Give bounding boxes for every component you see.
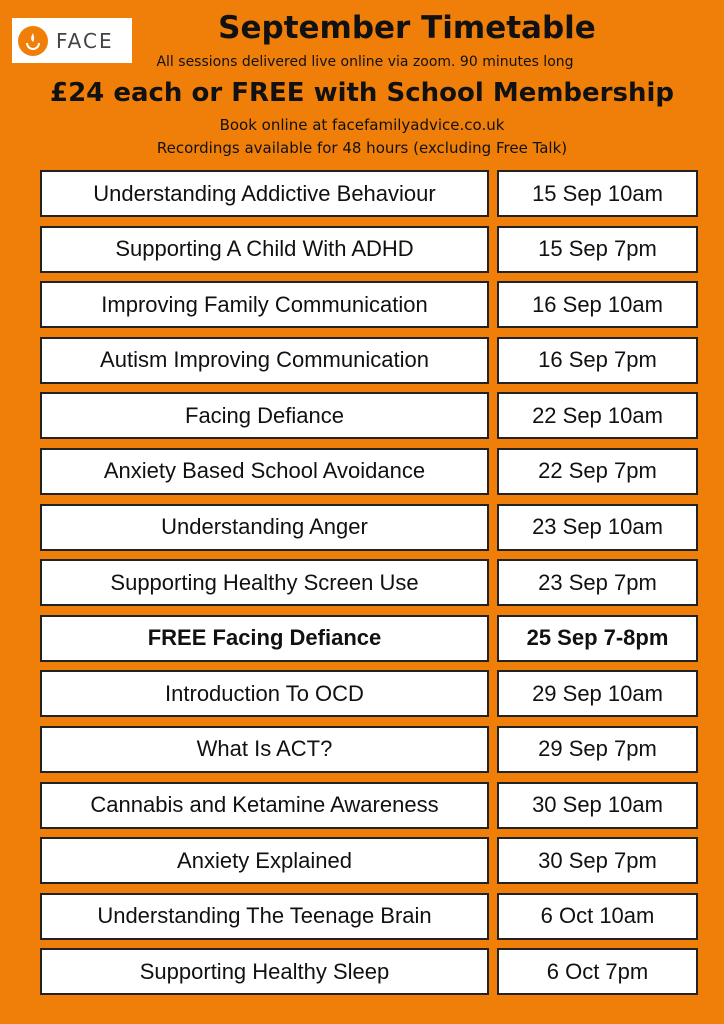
timetable-row bbox=[40, 670, 698, 717]
session-title: Autism Improving Communication bbox=[40, 337, 489, 384]
session-title: Facing Defiance bbox=[40, 392, 489, 439]
timetable-row bbox=[40, 337, 698, 384]
session-title: Introduction To OCD bbox=[40, 670, 489, 717]
session-date: 25 Sep 7-8pm bbox=[497, 615, 698, 662]
session-date: 29 Sep 10am bbox=[497, 670, 698, 717]
timetable-row bbox=[40, 893, 698, 940]
session-date: 6 Oct 10am bbox=[497, 893, 698, 940]
session-date: 22 Sep 7pm bbox=[497, 448, 698, 495]
session-title: Improving Family Communication bbox=[40, 281, 489, 328]
session-title: Anxiety Explained bbox=[40, 837, 489, 884]
timetable-row bbox=[40, 782, 698, 829]
session-date: 23 Sep 7pm bbox=[497, 559, 698, 606]
timetable bbox=[40, 170, 698, 1004]
timetable-row bbox=[40, 837, 698, 884]
session-title: Anxiety Based School Avoidance bbox=[40, 448, 489, 495]
price-info: £24 each or FREE with School Membership bbox=[50, 78, 674, 108]
session-date: 30 Sep 7pm bbox=[497, 837, 698, 884]
session-title: Understanding The Teenage Brain bbox=[40, 893, 489, 940]
timetable-row bbox=[40, 615, 698, 662]
timetable-row bbox=[40, 226, 698, 273]
session-title: Understanding Anger bbox=[40, 504, 489, 551]
face-logo-text: FACE bbox=[56, 28, 114, 53]
timetable-row bbox=[40, 948, 698, 995]
session-title: Supporting Healthy Sleep bbox=[40, 948, 489, 995]
session-title: Understanding Addictive Behaviour bbox=[40, 170, 489, 217]
recordings-info: Recordings available for 48 hours (excluding Free Talk) bbox=[156, 139, 568, 157]
session-date: 22 Sep 10am bbox=[497, 392, 698, 439]
session-date: 30 Sep 10am bbox=[497, 782, 698, 829]
session-date: 16 Sep 10am bbox=[497, 281, 698, 328]
session-title: Supporting A Child With ADHD bbox=[40, 226, 489, 273]
page-title: September Timetable bbox=[218, 10, 596, 46]
booking-info: Book online at facefamilyadvice.co.uk bbox=[219, 116, 505, 134]
session-title: Cannabis and Ketamine Awareness bbox=[40, 782, 489, 829]
session-date: 6 Oct 7pm bbox=[497, 948, 698, 995]
timetable-row bbox=[40, 726, 698, 773]
timetable-row bbox=[40, 392, 698, 439]
session-date: 15 Sep 10am bbox=[497, 170, 698, 217]
face-logo-icon bbox=[18, 26, 48, 56]
timetable-row bbox=[40, 448, 698, 495]
face-logo bbox=[12, 18, 132, 63]
session-title: What Is ACT? bbox=[40, 726, 489, 773]
session-title: Supporting Healthy Screen Use bbox=[40, 559, 489, 606]
session-date: 23 Sep 10am bbox=[497, 504, 698, 551]
session-date: 29 Sep 7pm bbox=[497, 726, 698, 773]
timetable-row bbox=[40, 281, 698, 328]
timetable-row bbox=[40, 170, 698, 217]
timetable-row bbox=[40, 504, 698, 551]
session-date: 15 Sep 7pm bbox=[497, 226, 698, 273]
timetable-row bbox=[40, 559, 698, 606]
session-title: FREE Facing Defiance bbox=[40, 615, 489, 662]
session-date: 16 Sep 7pm bbox=[497, 337, 698, 384]
session-info: All sessions delivered live online via zoom. 90 minutes long bbox=[156, 54, 574, 70]
